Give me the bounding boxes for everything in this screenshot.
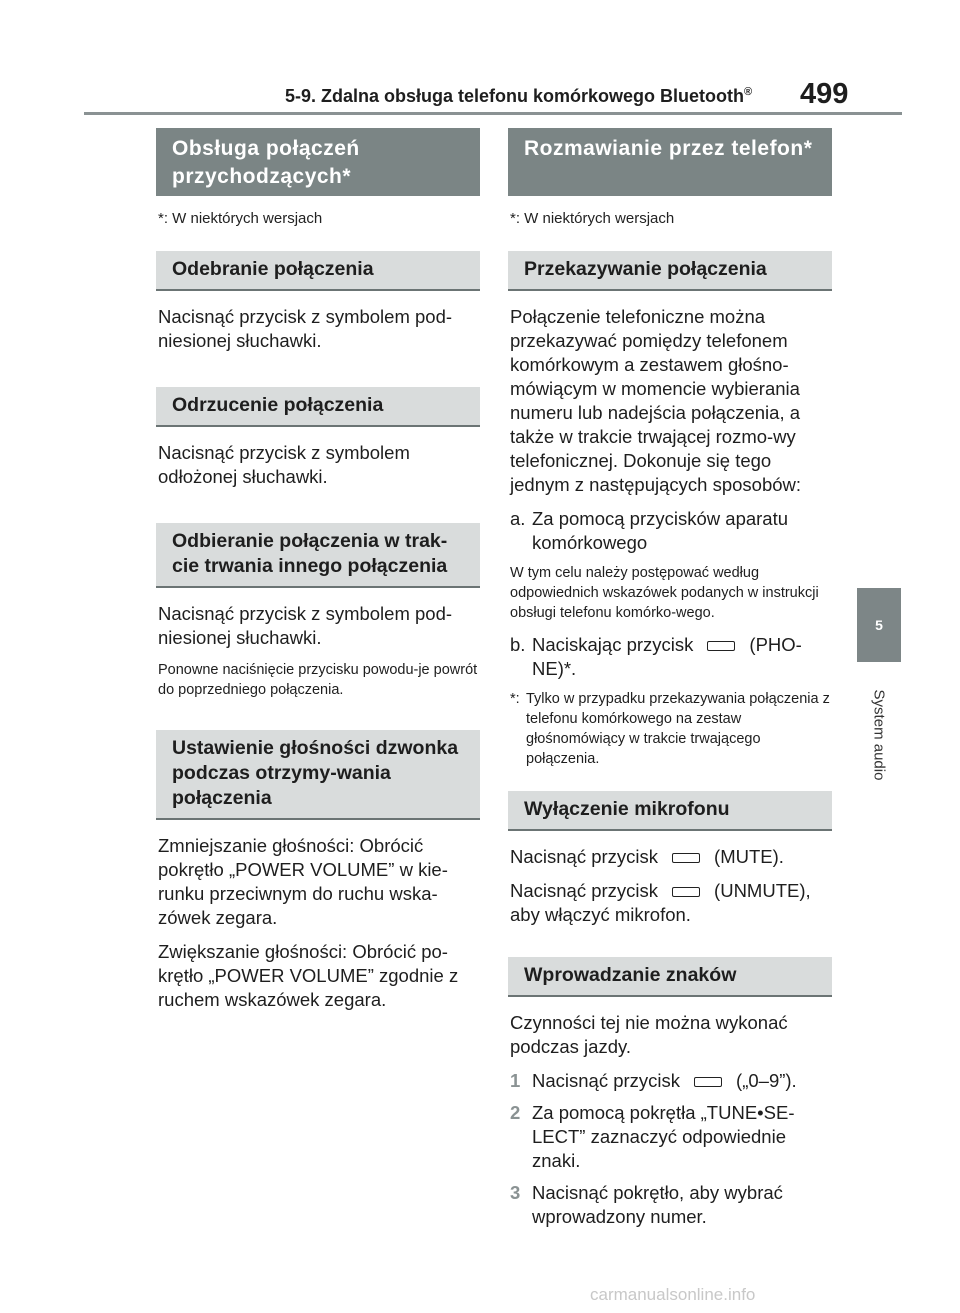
phone-button-icon [707,641,735,651]
left-column [156,128,480,1022]
section-heading-incoming-calls: Obsługa połączeń przychodzących* [156,128,480,196]
right-column [508,128,832,1237]
digits-button-icon [694,1077,722,1087]
step-3: 3 Nacisnąć pokrętło, aby wybrać wprowadzony numer. [510,1182,783,1227]
subheading-answer-call: Odebranie połączenia [156,251,480,291]
mute-button-icon [672,853,700,863]
subheading-reject-call: Odrzucenie połączenia [156,387,480,427]
subheading-call-waiting: Odbieranie połączenia w trak-cie trwania innego połączenia [156,523,480,588]
list-item-a: a. Za pomocą przycisków aparatu komórkowego [510,508,789,553]
subheading-mute: Wyłączenie mikrofonu [508,791,832,831]
footnote: *: Tylko w przypadku przekazywania połączenia z telefonu komórkowego na zestaw głośnomówiący w trakcie trwającego połączenia. [510,691,830,767]
paragraph-mute: Nacisnąć przycisk (MUTE). [510,846,784,867]
running-header-title: 5-9. Zdalna obsługa telefonu komórkowego Bluetooth® [285,86,753,106]
unmute-button-icon [672,887,700,897]
paragraph: Czynności tej nie można wykonać podczas jazdy. [510,1012,788,1057]
chapter-tab: 5 [857,588,901,662]
paragraph: Zwiększanie głośności: Obrócić po-krętło „POWER VOLUME” zgodnie z ruchem wskazówek zegara. [158,941,459,1010]
page-number: 499 [800,78,849,110]
paragraph: Nacisnąć przycisk z symbolem odłożonej słuchawki. [158,442,410,487]
small-note: Ponowne naciśnięcie przycisku powodu-je powrót do poprzedniego połączenia. [158,662,478,698]
version-note: *: W niektórych wersjach [158,210,323,227]
subheading-ring-volume: Ustawienie głośności dzwonka podczas otrzymy-wania połączenia [156,730,480,820]
section-heading-talking: Rozmawianie przez telefon* [508,128,832,196]
chapter-label: System audio [870,689,888,781]
subheading-transfer-call: Przekazywanie połączenia [508,251,832,291]
list-item-b: b. Naciskając przycisk (PHO-NE)*. [510,634,802,679]
subheading-character-input: Wprowadzanie znaków [508,957,832,997]
paragraph: Nacisnąć przycisk z symbolem pod-niesionej słuchawki. [158,603,453,648]
watermark: carmanualsonline.info [590,1285,756,1304]
step-2: 2 Za pomocą pokrętła „TUNE•SE-LECT” zaznaczyć odpowiednie znaki. [510,1102,795,1171]
paragraph-unmute: Nacisnąć przycisk (UNMUTE), aby włączyć mikrofon. [510,880,811,925]
step-1: 1 Nacisnąć przycisk („0–9”). [510,1070,797,1091]
paragraph: Połączenie telefoniczne można przekazywać pomiędzy telefonem komórkowym a zestawem głośno-mówiącym w momencie wybierania numeru lub nadejścia połączenia, a także w trakcie trwającej rozmo-wy telefonicznej. Dokonuje się tego jednym z następujących sposobów: [510,306,802,495]
version-note: *: W niektórych wersjach [510,210,675,227]
small-note: W tym celu należy postępować według odpowiednich wskazówek podanych w instrukcji obsługi telefonu komórko-wego. [510,565,819,621]
paragraph: Zmniejszanie głośności: Obrócić pokrętło „POWER VOLUME” w kie-runku przeciwnym do ruchu wska-zówek zegara. [158,835,448,928]
paragraph: Nacisnąć przycisk z symbolem pod-niesionej słuchawki. [158,306,453,351]
header-rule [84,112,902,115]
